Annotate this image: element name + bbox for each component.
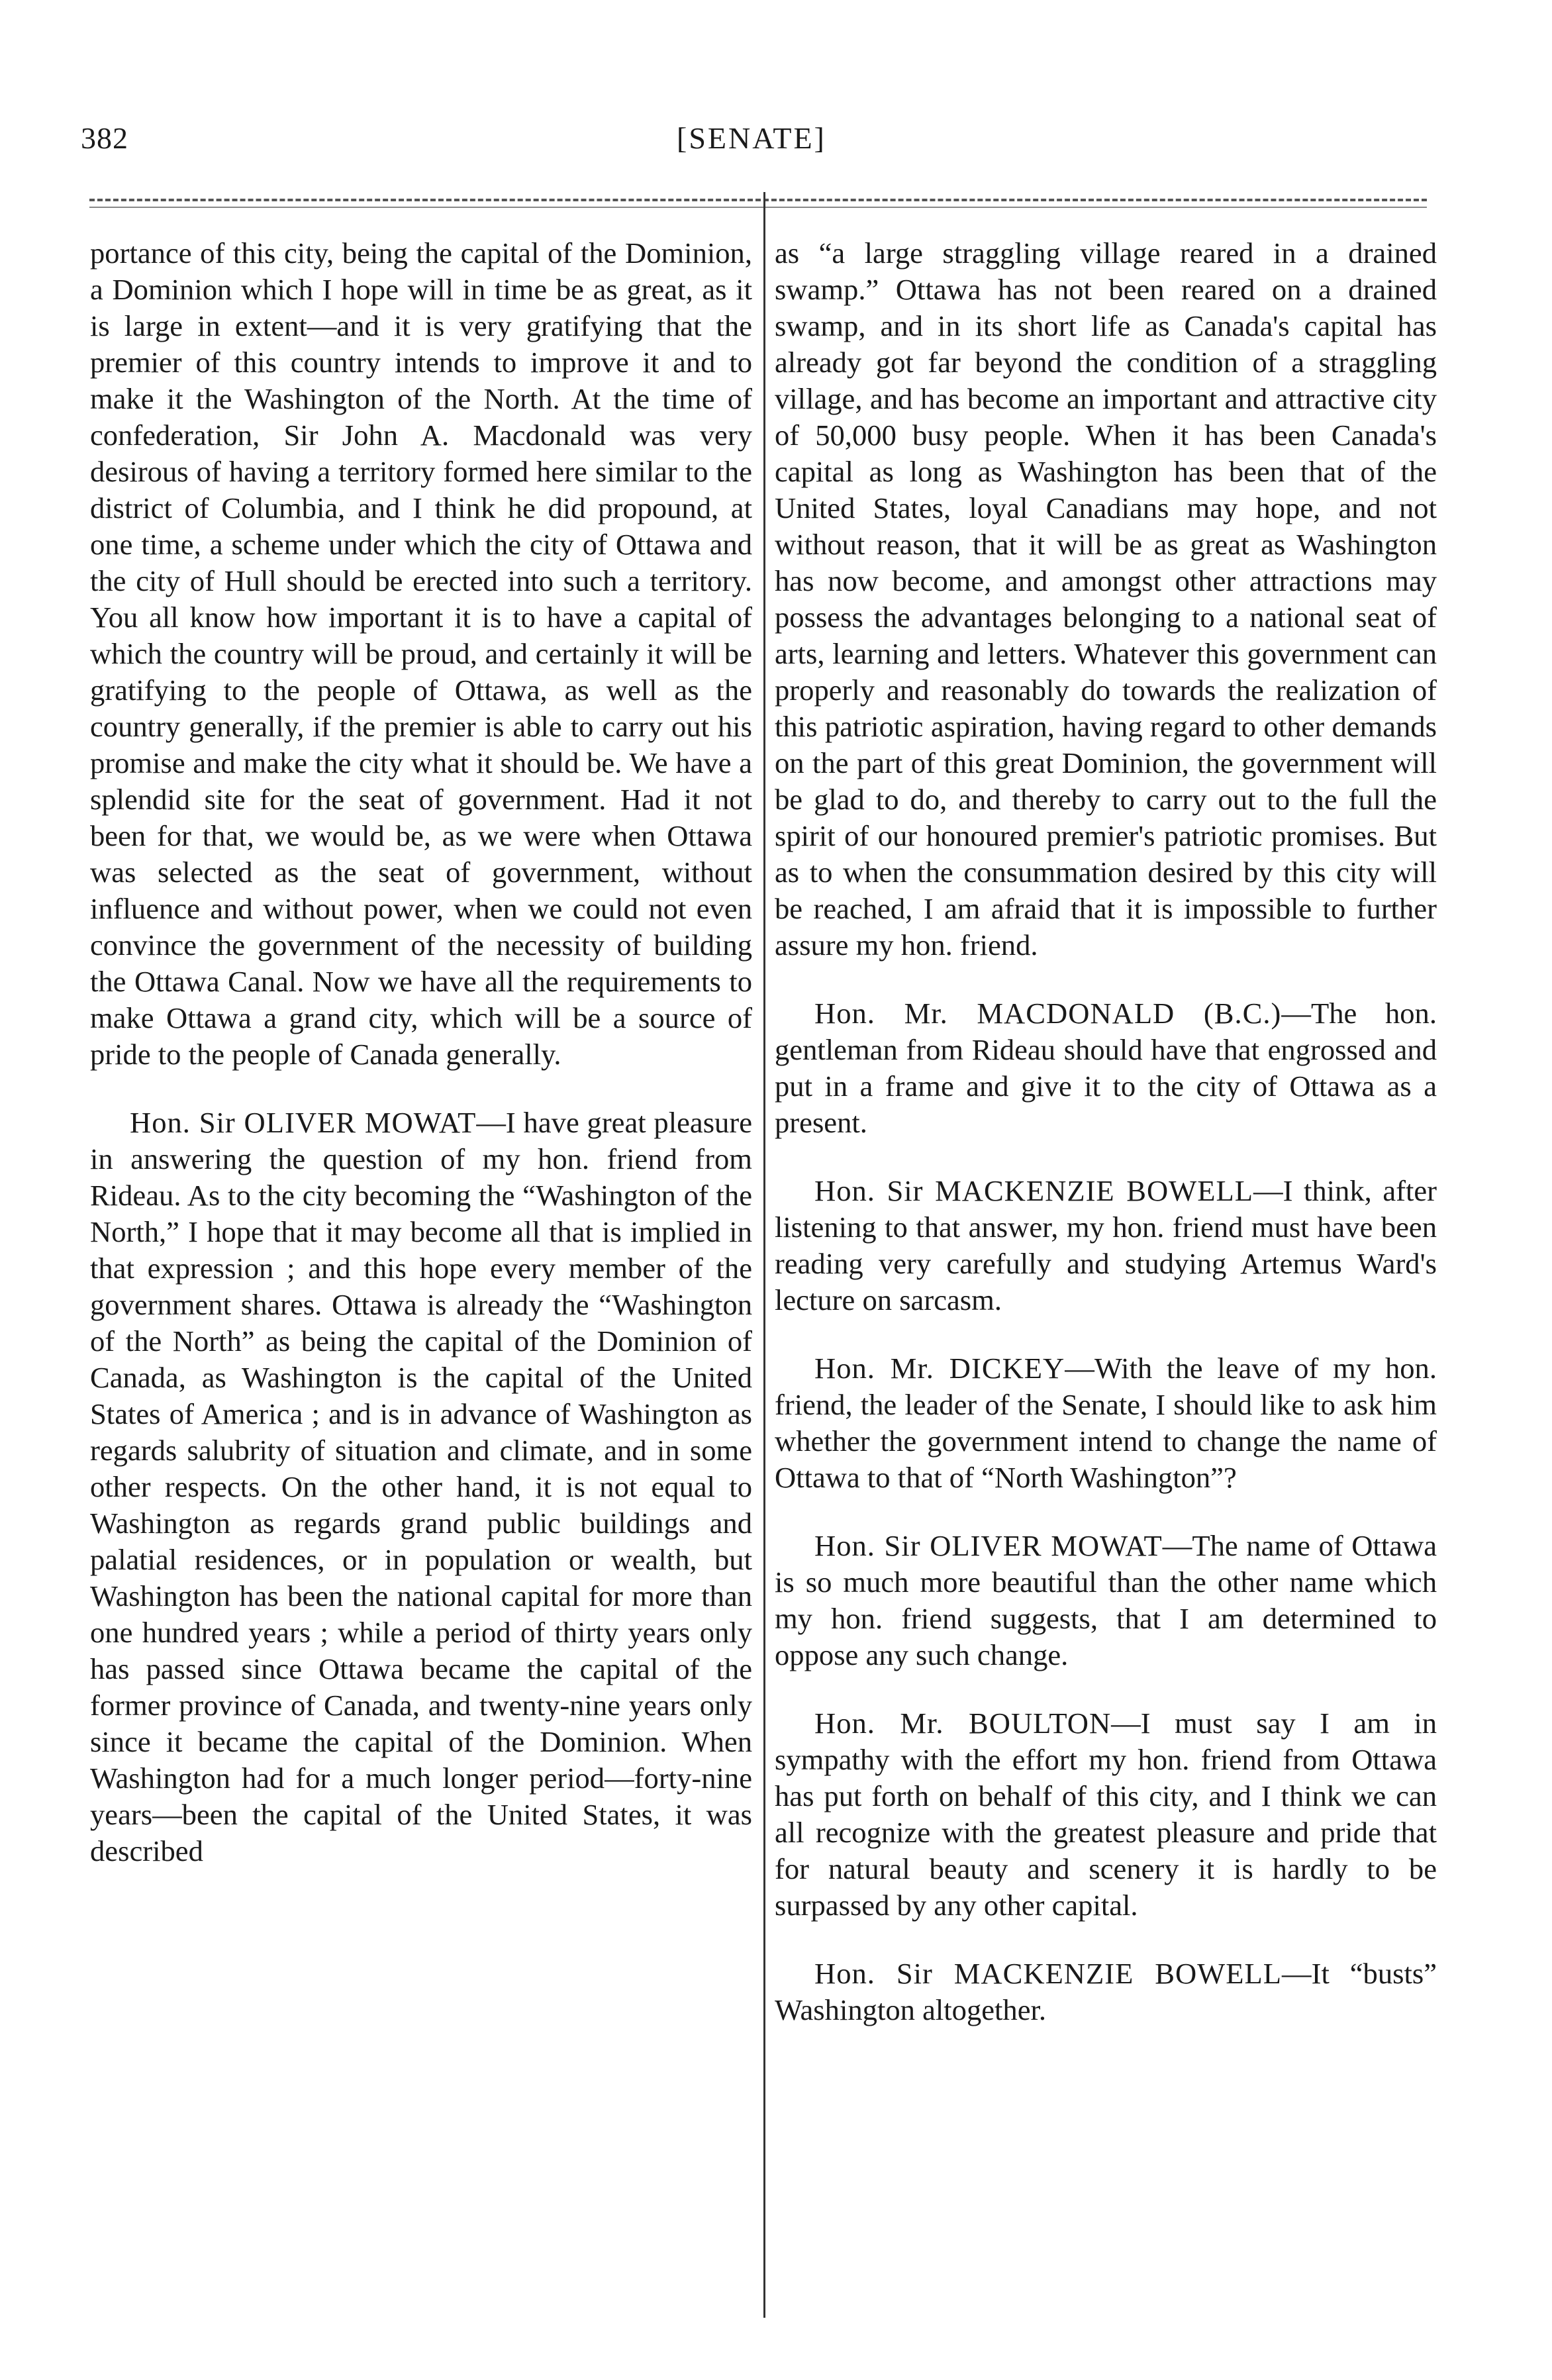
speech-text: —I have great pleasure in answering the question of my hon. friend from Rideau. As to the city becoming the “Washington of the North,” I hope that it may become all that is implied in that expression ; and this hope every member of the government shares. Ottawa is already the “Washington of the North” as being the capital of the Dominion of Canada, as Washington is the capital of the United States of America ; and is in advance of Washington as regards salubrity of situation and climate, and in some other respects. On the other hand, it is not equal to Washington as regards grand public buildings and palatial residences, or in population or wealth, but Washington has been the national capital for more than one hundred years ; while a period of thirty years only has passed since Ottawa became the capital of the former province of Canada, and twenty-nine years only since it became the capital of the Dominion. When Washington had for a much longer period—forty-nine years—been the capital of the United States, it was described bbox=[90, 1106, 752, 1867]
speaker-name: Hon. Mr. DICKEY bbox=[814, 1352, 1065, 1385]
speech-paragraph bbox=[90, 1105, 752, 1869]
speech-paragraph bbox=[775, 1705, 1437, 1924]
speaker-name: Hon. Mr. BOULTON bbox=[814, 1707, 1112, 1740]
paragraph: as “a large straggling village reared in a drained swamp.” Ottawa has not been reared on a drained swamp, and in its short life as Canada's capital has already got far beyond the condition of a straggling village, and has become an important and attractive city of 50,000 busy people. When it has been Canada's capital as long as Washington has been that of the United States, loyal Canadians may hope, and not without reason, that it will be as great as Washington has now become, and amongst other attractions may possess the advantages belonging to a national seat of arts, learning and letters. Whatever this government can properly and reasonably do towards the realization of this patriotic aspiration, having regard to other demands on the part of this great Dominion, the government will be glad to do, and thereby to carry out to the full the spirit of our honoured premier's patriotic promises. But as to when the consummation desired by this city will be reached, I am afraid that it is impossible to further assure my hon. friend. bbox=[775, 236, 1437, 962]
header-rule-secondary bbox=[89, 207, 1427, 208]
speaker-name: Hon. Sir MACKENZIE BOWELL bbox=[814, 1174, 1253, 1207]
speech-text: —I think, after listening to that answer, my hon. friend must have been reading very carefully and studying Artemus Ward's lecture on sarcasm. bbox=[775, 1174, 1437, 1316]
speaker-name: Hon. Sir OLIVER MOWAT bbox=[814, 1529, 1163, 1562]
running-head: [SENATE] bbox=[677, 121, 826, 155]
speech-paragraph bbox=[775, 995, 1437, 1141]
speech-paragraph bbox=[775, 1956, 1437, 2028]
header-rule bbox=[89, 199, 1427, 201]
speech-text: —It “busts” Washington altogether. bbox=[775, 1957, 1437, 2026]
speaker-name: Hon. Sir OLIVER MOWAT bbox=[130, 1106, 477, 1139]
speech-text: —With the leave of my hon. friend, the leader of the Senate, I should like to ask him whether the government intend to change the name of Ottawa to that of “North Washington”? bbox=[775, 1352, 1437, 1494]
page-header bbox=[81, 121, 1438, 167]
speech-text: —I must say I am in sympathy with the effort my hon. friend from Ottawa has put forth on behalf of this city, and I think we can all recognize with the greatest pleasure and pride that for natural beauty and scenery it is hardly to be surpassed by any other capital. bbox=[775, 1707, 1437, 1922]
speech-paragraph bbox=[775, 1173, 1437, 1318]
page-number: 382 bbox=[81, 121, 128, 155]
right-column bbox=[775, 235, 1437, 2028]
paragraph: portance of this city, being the capital of the Dominion, a Dominion which I hope will in time be as great, as it is large in extent—and it is very gratifying that the premier of this country intends to improve it and to make it the Washington of the North. At the time of confederation, Sir John A. Macdonald was very desirous of having a territory formed here similar to the district of Columbia, and I think he did propound, at one time, a scheme under which the city of Ottawa and the city of Hull should be erected into such a territory. You all know how important it is to have a capital of which the country will be proud, and certainly it will be gratifying to the people of Ottawa, as well as the country generally, if the premier is able to carry out his promise and make the city what it should be. We have a splendid site for the seat of government. Had it not been for that, we would be, as we were when Ottawa was selected as the seat of government, without influence and without power, when we could not even convince the government of the necessity of building the Ottawa Canal. Now we have all the requirements to make Ottawa a grand city, which will be a source of pride to the people of Canada generally. bbox=[90, 236, 752, 1071]
column-divider bbox=[763, 192, 765, 2318]
speech-paragraph bbox=[775, 1350, 1437, 1496]
speech-text: —The name of Ottawa is so much more beautiful than the other name which my hon. friend suggests, that I am determined to oppose any such change. bbox=[775, 1529, 1437, 1671]
speaker-name: Hon. Mr. MACDONALD (B.C.) bbox=[814, 997, 1282, 1030]
speech-text: —The hon. gentleman from Rideau should have that engrossed and put in a frame and give it to the city of Ottawa as a present. bbox=[775, 997, 1437, 1139]
speaker-name: Hon. Sir MACKENZIE BOWELL bbox=[814, 1957, 1282, 1990]
speech-paragraph bbox=[775, 1528, 1437, 1673]
left-column bbox=[90, 235, 752, 1869]
